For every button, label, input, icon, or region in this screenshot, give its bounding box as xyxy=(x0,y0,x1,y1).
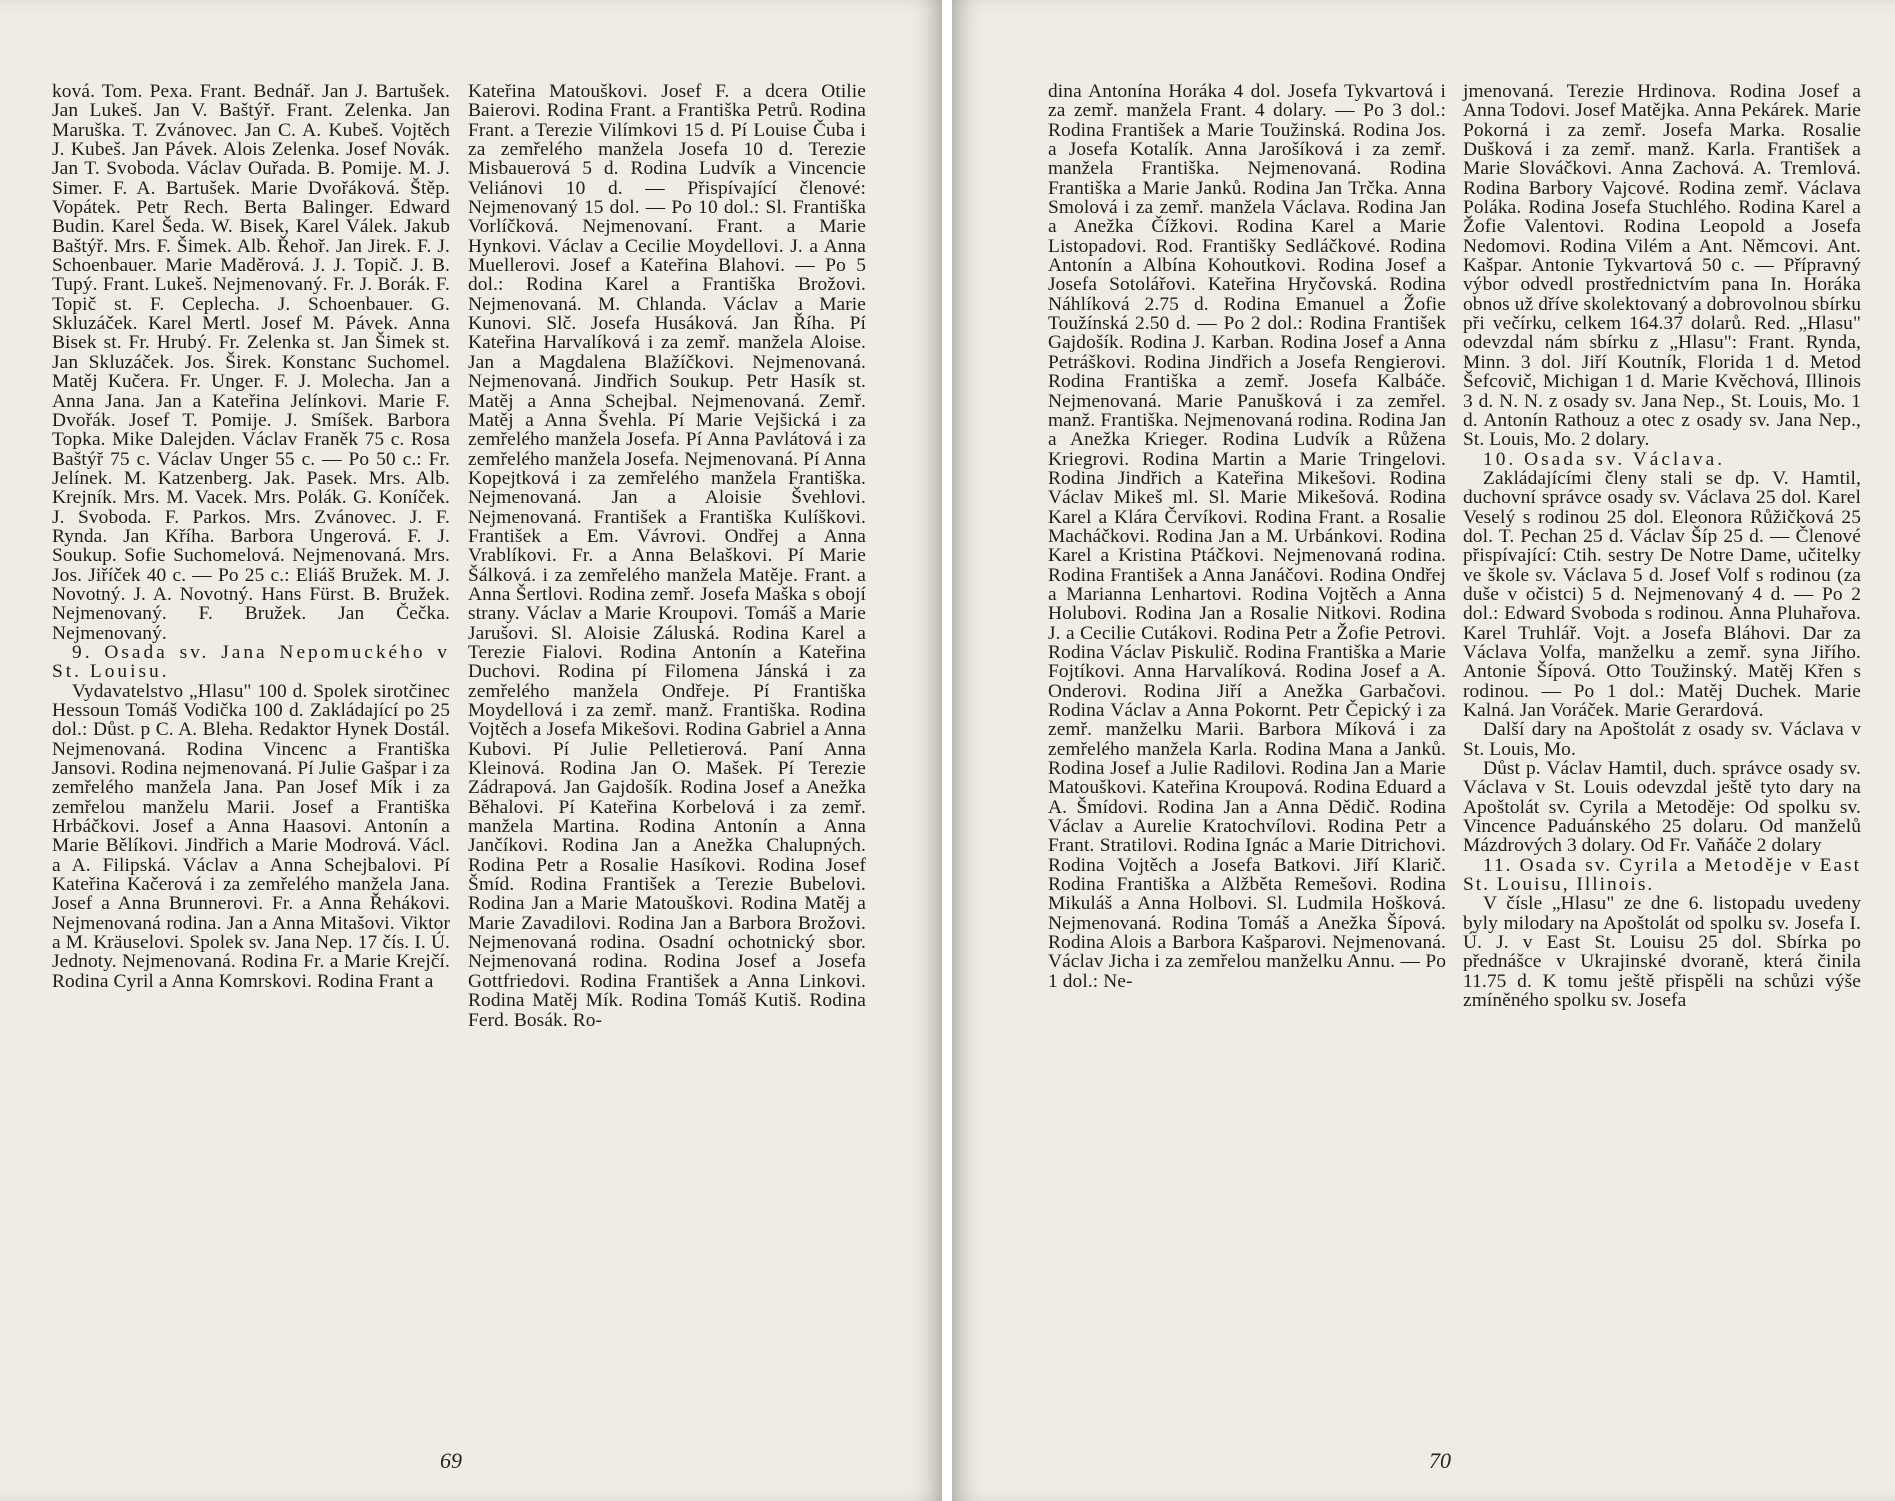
page-number: 70 xyxy=(1429,1448,1451,1473)
page-69 xyxy=(0,0,942,1501)
section-11-text: V čísle „Hlasu" ze dne 6. listopadu uvedeny byly milodary na Apoštolát od spolku sv. Josefa I. Ú. J. v East St. Louisu 25 dol. Sbírka po přednášce v Ukrajinské dvoraně, která činila 11.75 d. K tomu ještě přispěli na schůzi výše zmíněného spolku sv. Josefa xyxy=(1463,893,1861,1012)
section-heading-9: 9. Osada sv. Jana Nepomuckého v St. Louisu. xyxy=(52,641,450,683)
section-9-text: Vydavatelstvo „Hlasu" 100 d. Spolek sirotčinec Hessoun Tomáš Vodička 100 d. Zakládající po 25 dol.: Důst. p C. A. Bleha. Redaktor Hynek Dostál. Nejmenovaná. Rodina Vincenc a Františka Jansovi. Rodina nejmenovaná. Pí Julie Gašpar i za zemřelého manžela Jana. Pan Josef Mík i za zemřelou manželu Marii. Josef a Františka Hrbáčkovi. Josef a Anna Haasovi. Antonín a Marie Bělíkovi. Jindřich a Marie Modrová. Václ. a A. Filipská. Václav a Anna Schejbalovi. Pí Kateřina Kačerová i za zemřelého manžela Jana. Josef a Anna Brunnerovi. Fr. a Anna Řehákovi. Nejmenovaná rodina. Jan a Anna Mitašovi. Viktor a M. Kräuselovi. Spolek sv. Jana Nep. 17 čís. I. Ú. Jednoty. Nejmenovaná. Rodina Fr. a Marie Krejčí. Rodina Cyril a Anna Komrskovi. Rodina Frant a xyxy=(52,680,450,992)
donor-list-text: Kateřina Matouškovi. Josef F. a dcera Otilie Baierovi. Rodina Frant. a Františka Petrů. Rodina Frant. a Terezie Vilímkovi 15 d. Pí Louise Čuba i za zemřelého manžela Josefa 10 d. Terezie Misbauerová 5 d. Rodina Ludvík a Vincencie Veliánovi 10 d. — Přispívající členové: Nejmenovaný 15 dol. — Po 10 dol.: Sl. Františka Vorlíčková. Nejmenovaní. Frant. a Marie Hynkovi. Václav a Cecilie Moydellovi. J. a Anna Muellerovi. Josef a Kateřina Blahovi. — Po 5 dol.: Rodina Karel a Františka Brožovi. Nejmenovaná. M. Chlanda. Václav a Marie Kunovi. Slč. Josefa Husáková. Jan Říha. Pí Kateřina Harvalíková i za zemř. manžela Aloise. Jan a Magdalena Blažíčkovi. Nejmenovaná. Nejmenovaná. Jindřich Soukup. Petr Hasík st. Matěj a Anna Schejbal. Nejmenovaná. Zemř. Matěj a Anna Švehla. Pí Marie Vejšická i za zemřelého manžela Josefa. Pí Anna Pavlátová i za zemřelého manžela Josefa. Nejmenovaná. Pí Anna Kopejtková i za zemřelého manžela Františka. Nejmenovaná. Jan a Aloisie Švehlovi. Nejmenovaná. František a Františka Kulíškovi. František a Em. Vávrovi. Ondřej a Anna Vrablíkovi. Fr. a Anna Belaškovi. Pí Marie Šálková. i za zemřelého manžela Matěje. Frant. a Anna Šertlovi. Rodina zemř. Josefa Maška s obojí strany. Václav a Marie Kroupovi. Tomáš a Marie Jarušovi. Sl. Aloisie Záluská. Rodina Karel a Terezie Fialovi. Rodina Antonín a Kateřina Duchovi. Rodina pí Filomena Jánská i za zemřelého manžela Ondřeje. Pí Františka Moydellová i za zemř. manž. Františka. Rodina Vojtěch a Josefa Mikešovi. Rodina Gabriel a Anna Kubovi. Pí Julie Pelletierová. Paní Anna Kleinová. Rodina Jan O. Mašek. Pí Terezie Zádrapová. Jan Gajdošík. Rodina Josef a Anežka Běhalovi. Pí Kateřina Korbelová i za zemř. manžela Martina. Rodina Antonín a Anna Jančíkovi. Rodina Jan a Anežka Chalupných. Rodina Petr a Rosalie Hasíkovi. Rodina Josef Šmíd. Rodina František a Terezie Bubelovi. Rodina Jan a Marie Matouškovi. Rodina Matěj a Marie Zavadilovi. Rodina Jan a Barbora Brožovi. Nejmenovaná rodina. Osadní ochotnický sbor. Nejmenovaná rodina. Rodina Josef a Josefa Gottfriedovi. Rodina František a Anna Linkovi. Rodina Matěj Mík. Rodina Tomáš Kutiš. Rodina Ferd. Bosák. Ro- xyxy=(468,81,866,1031)
right-page-column-1 xyxy=(1048,82,1446,991)
section-heading-10: 10. Osada sv. Václava. xyxy=(1483,448,1726,470)
donor-list-text: dina Antonína Horáka 4 dol. Josefa Tykvartová i za zemř. manžela Frant. 4 dolary. — Po 3 dol.: Rodina František a Marie Toužinská. Rodina Jos. a Josefa Kotalík. Anna Jarošíková i za zemř. manžela Františka. Nejmenovaná. Rodina Františka a Marie Janků. Rodina Jan Trčka. Anna Smolová i za zemř. manžela Václava. Rodina Jan a Anežka Čížkovi. Rodina Karel a Marie Listopadovi. Rod. Františky Sedláčkové. Rodina Antonín a Albína Kohoutkovi. Rodina Josef a Josefa Sotolářovi. Kateřina Hryčovská. Rodina Náhlíková 2.75 d. Rodina Emanuel a Žofie Toužínská 2.50 d. — Po 2 dol.: Rodina František Gajdošík. Rodina J. Karban. Rodina Josef a Anna Petráškovi. Rodina Jindřich a Josefa Rengierovi. Rodina Františka a zemř. Josefa Kalbáče. Nejmenovaná. Marie Panušková i za zemřel. manž. Františka. Nejmenovaná rodina. Rodina Jan a Anežka Krieger. Rodina Ludvík a Růžena Kriegrovi. Rodina Martin a Marie Tringelovi. Rodina Jindřich a Kateřina Mikešovi. Rodina Václav Mikeš ml. Sl. Marie Mikešová. Rodina Karel a Klára Červíkovi. Rodina Frant. a Rosalie Macháčkovi. Rodina Jan a M. Urbánkovi. Rodina Karel a Kristina Ptáčkovi. Nejmenovaná rodina. Rodina František a Anna Janáčovi. Rodina Ondřej a Marianna Lenhartovi. Rodina Vojtěch a Anna Holubovi. Rodina Jan a Rosalie Nitkovi. Rodina J. a Cecilie Cutákovi. Rodina Petr a Žofie Petrovi. Rodina Václav Piskulič. Rodina Františka a Marie Fojtíkovi. Anna Harvalíková. Rodina Josef a A. Onderovi. Rodina Jiří a Anežka Garbačovi. Rodina Václav a Anna Pokornt. Petr Čepický i za zemř. manželku Marii. Barbora Míková i za zemřelého manžela Karla. Rodina Mana a Janků. Rodina Josef a Julie Radilovi. Rodina Jan a Marie Matouškovi. Kateřina Kroupová. Rodina Eduard a A. Šmídovi. Rodina Jan a Anna Dědič. Rodina Václav a Aurelie Kratochvílovi. Rodina Petr a Frant. Stratilovi. Rodina Ignác a Marie Ditrichovi. Rodina Vojtěch a Josefa Batkovi. Jiří Klarič. Rodina Františka a Alžběta Remešovi. Rodina Mikuláš a Anna Holbovi. Sl. Ludmila Hošková. Nejmenovaná. Rodina Tomáš a Anežka Šípová. Rodina Alois a Barbora Kašparovi. Nejmenovaná. Václav Jicha i za zemřelou manželku Annu. — Po 1 dol.: Ne- xyxy=(1048,81,1446,992)
donor-list-text: jmenovaná. Terezie Hrdinova. Rodina Josef a Anna Todovi. Josef Matějka. Anna Pekárek. Marie Pokorná i za zemř. Josefa Marka. Rosalie Dušková i za zemř. manž. Karla. František a Marie Slováčkovi. Anna Zachová. A. Tremlová. Rodina Barbory Vajcové. Rodina zemř. Václava Poláka. Rodina Josefa Stuchlého. Rodina Karel a Žofie Valentovi. Rodina Leopold a Josefa Nedomovi. Rodina Vilém a Ant. Němcovi. Ant. Kašpar. Antonie Tykvartová 50 c. — Přípravný výbor odvedl prostřednictvím pana In. Horáka obnos už dříve skolektovaný a dobrovolnou sbírku při večírku, celkem 164.37 dolarů. Red. „Hlasu" odevzdal nám sbírku z „Hlasu": Frant. Rynda, Minn. 3 dol. Jiří Koutník, Florida 1 d. Metod Šefcovič, Michigan 1 d. Marie Kvěchová, Illinois 3 d. N. N. z osady sv. Jana Nep., St. Louis, Mo. 1 d. Antonín Rathouz a otec z osady sv. Jana Nep., St. Louis, Mo. 2 dolary. xyxy=(1463,81,1861,451)
left-page-column-1 xyxy=(52,82,450,991)
donor-list-text: ková. Tom. Pexa. Frant. Bednář. Jan J. Bartušek. Jan Lukeš. Jan V. Baštýř. Frant. Zelenka. Jan Maruška. T. Zvánovec. Jan C. A. Kubeš. Vojtěch J. Kubeš. Jan Pávek. Alois Zelenka. Josef Novák. Jan T. Svoboda. Václav Ouřada. B. Pomije. M. J. Simer. F. A. Bartušek. Marie Dvořáková. Štěp. Vopátek. Petr Rech. Berta Balinger. Edward Budin. Karel Šeda. W. Bisek, Karel Válek. Jakub Baštýř. Mrs. F. Šimek. Alb. Řehoř. Jan Jirek. F. J. Schoenbauer. Marie Maděrová. J. J. Topič. J. B. Tupý. Frant. Lukeš. Nejmenovaný. Fr. J. Borák. F. Topič st. F. Ceplecha. J. Schoenbauer. G. Skluzáček. Karel Mertl. Josef M. Pávek. Anna Bisek st. Fr. Hrubý. Fr. Zelenka st. Jan Šimek st. Jan Skluzáček. Jos. Širek. Konstanc Suchomel. Matěj Kučera. Fr. Unger. F. J. Molecha. Jan a Anna Jana. Jan a Kateřina Jelínkovi. Marie F. Dvořák. Josef T. Pomije. J. Smíšek. Barbora Topka. Mike Dalejden. Václav Franěk 75 c. Rosa Baštýř 75 c. Václav Unger 55 c. — Po 50 c.: Fr. Jelínek. M. Katzenberg. Jak. Pasek. Mrs. Alb. Krejník. Mrs. M. Vacek. Mrs. Polák. G. Koníček. J. Svoboda. F. Parkos. Mrs. Zvánovec. J. F. Rynda. Jan Kříha. Barbora Ungerová. F. J. Soukup. Sofie Suchomelová. Nejmenovaná. Mrs. Jos. Jiříček 40 c. — Po 25 c.: Eliáš Bružek. M. J. Novotný. J. A. Novotný. Hans Fürst. B. Bružek. Nejmenovaný. F. Bružek. Jan Čečka. Nejmenovaný. xyxy=(52,81,450,644)
book-gutter xyxy=(942,0,952,1501)
section-heading-11: 11. Osada sv. Cyrila a Metoděje v East St. Louisu, Illinois. xyxy=(1463,854,1861,896)
left-page-column-2 xyxy=(468,82,866,1030)
section-10-note-text: Důst p. Václav Hamtil, duch. správce osady sv. Václava v St. Louis odevzdal ještě tyto dary na Apoštolát sv. Cyrila a Metoděje: Od spolku sv. Vincence Paduánského 25 dolaru. Od manželů Mázdrových 3 dolary. Od Fr. Vaňáče 2 dolary xyxy=(1463,758,1861,857)
right-page-column-2 xyxy=(1463,82,1861,1011)
page-70 xyxy=(952,0,1895,1501)
page-number: 69 xyxy=(440,1448,462,1473)
section-10-note: Další dary na Apoštolát z osady sv. Václava v St. Louis, Mo. xyxy=(1463,719,1861,760)
section-10-text: Zakládajícími členy stali se dp. V. Hamtil, duchovní správce osady sv. Václava 25 dol. Karel Veselý s rodinou 25 dol. Eleonora Růžičková 25 dol. T. Pechan 25 d. Václav Šíp 25 d. — Členové přispívající: Ctih. sestry De Notre Dame, učitelky ve škole sv. Václava 5 d. Josef Volf s rodinou (za duše v očistci) 5 d. Nejmenovaný 4 d. — Po 2 dol.: Edward Svoboda s rodinou. Anna Pluhařova. Karel Truhlář. Vojt. a Josefa Bláhovi. Dar za Václava Volfa, manželku a zemř. syna Jiřího. Antonie Šípová. Otto Toužinský. Matěj Křen s rodinou. — Po 1 dol.: Matěj Duchek. Marie Kalná. Jan Voráček. Marie Gerardová. xyxy=(1463,467,1861,721)
